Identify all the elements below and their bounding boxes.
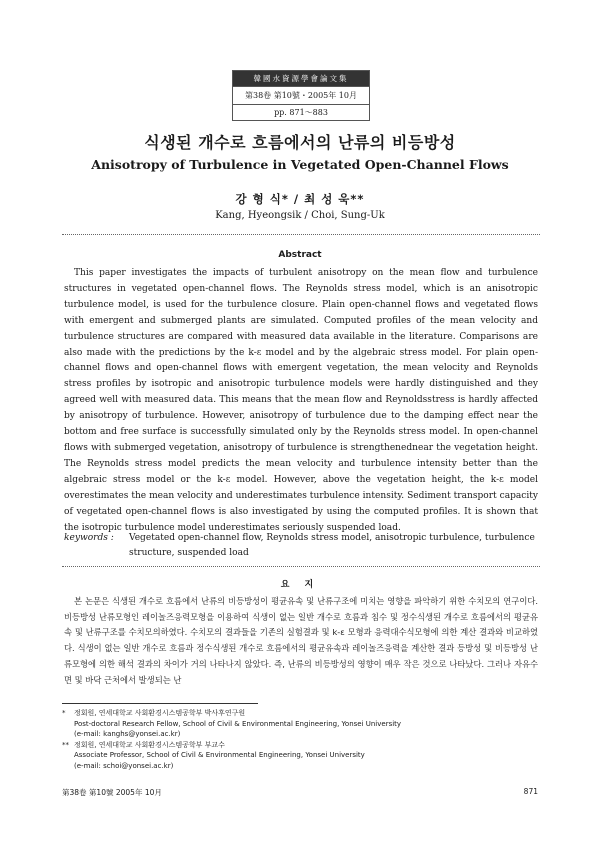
title-english: Anisotropy of Turbulence in Vegetated Open-Channel Flows	[91, 157, 509, 172]
footnotes	[62, 708, 540, 772]
footnote-line: 정회원, 연세대학교 사회환경시스템공학부 부교수	[74, 740, 225, 749]
keywords-label: keywords :	[64, 533, 114, 543]
journal-info-box	[232, 70, 370, 121]
footnote-line: (e-mail: schoi@yonsei.ac.kr)	[74, 761, 174, 770]
authors-english: Kang, Hyeongsik / Choi, Sung-Uk	[215, 210, 385, 221]
abstract-text: This paper investigates the impacts of turbulent anisotropy on the mean flow and turbulence structures in vegetated open-channel flows. The Reynolds stress model, which is an anisotropic turbulence model, is used for the turbulence closure. Plain open-channel flows and vegetated flows with emergent and submerged plants are simulated. Computed profiles of the mean velocity and turbulence structures are compared with measured data available in the literature. Comparisons are also made with the predictions by the k-ε model and by the algebraic stress model. For plain open-channel flows and open-channel flows with emergent vegetation, the mean velocity and Reynolds stress profiles by isotropic and anisotropic turbulence models were hardly distinguished and they agreed well with measured data. This means that the mean flow and Reynoldsstress is hardly affected by anisotropy of turbulence. However, anisotropy of turbulence due to the damping effect near the bottom and free surface is successfully simulated only by the Reynolds stress model. In open-channel flows with submerged vegetation, anisotropy of turbulence is strengthenednear the vegetation height. The Reynolds stress model predicts the mean velocity and turbulence intensity better than the algebraic stress model or the k-ε model. However, above the vegetation height, the k-ε model overestimates the mean velocity and underestimates turbulence intensity. Sediment transport capacity of vegetated open-channel flows is also investigated by using the computed profiles. It is shown that the isotropic turbulence model underestimates seriously suspended load.	[64, 268, 538, 533]
footer-journal-issue: 第38卷 第10號 2005年 10月	[62, 788, 162, 797]
korean-abstract-text: 본 논문은 식생된 개수로 흐름에서 난류의 비등방성이 평균유속 및 난류구조에 미치는 영향을 파악하기 위한 수치모의 연구이다. 비등방성 난류모형인 레이놀즈응력모형을 이용하여 식생이 없는 일반 개수로 흐름과 침수 및 정수식생된 개수로 흐름에서의 평균유속 및 난류구조를 수치모의하였다. 수치모의 결과들을 기존의 실험결과 및 k-ε 모형과 응력대수식모형에 의한 계산 결과와 비교하였다. 식생이 없는 일반 개수로 흐름과 정수식생된 개수로 흐름에서의 평균유속과 레이놀즈응력을 계산한 결과 등방성 및 비등방성 난류모형에 의한 해석 결과의 차이가 거의 나타나지 않았다. 즉, 난류의 비등방성의 영향이 매우 작은 것으로 나타났다. 그러나 자유수면 및 바닥 근처에서 발생되는 난	[64, 596, 538, 685]
footnote-mark: **	[62, 740, 69, 749]
korean-abstract-heading: 요 지	[280, 580, 320, 590]
journal-pages: pp. 871～883	[233, 104, 369, 120]
footnote-line: Post-doctoral Research Fellow, School of Civil & Environmental Engineering, Yonsei University	[74, 719, 402, 728]
journal-volume-issue: 第38卷 第10號・2005年 10月	[233, 86, 369, 104]
divider-top	[62, 234, 540, 235]
footnote-line: 정회원, 연세대학교 사회환경시스템공학부 박사후연구원	[74, 709, 246, 717]
footnote-line: Associate Professor, School of Civil & Environmental Engineering, Yonsei University	[74, 751, 365, 760]
footnote-1	[62, 708, 540, 740]
footnote-rule	[62, 703, 258, 704]
journal-name: 韓國水資源學會論文集	[233, 71, 369, 86]
footnote-2	[62, 740, 540, 772]
footnote-line: (e-mail: kanghs@yonsei.ac.kr)	[74, 730, 181, 739]
abstract-heading: Abstract	[278, 250, 322, 260]
title-korean: 식생된 개수로 흐름에서의 난류의 비등방성	[144, 133, 456, 152]
divider-middle	[62, 566, 540, 567]
authors-korean: 강 형 식* / 최 성 욱**	[235, 192, 365, 206]
keywords-text: Vegetated open-channel flow, Reynolds stress model, anisotropic turbulence, turbulence structure, suspended load	[129, 533, 535, 558]
footer-page-number: 871	[523, 787, 538, 796]
footnote-mark: *	[62, 709, 66, 717]
